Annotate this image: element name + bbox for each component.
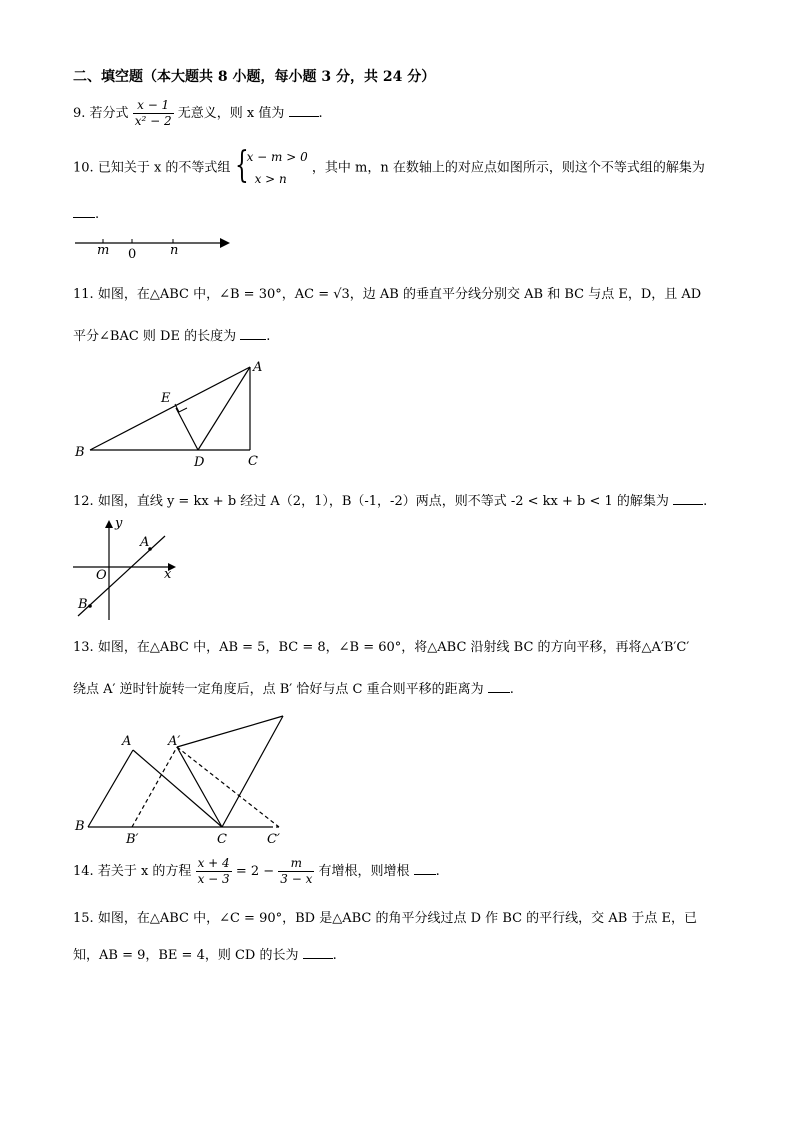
q12-text: 如图，直线 y = kx + b 经过 A（2，1），B（-1，-2）两点，则不等式 -2 < kx + b < 1 的解集为 [97, 494, 669, 509]
q10-brace-icon: { [234, 145, 249, 186]
q10-inequality-system [235, 146, 308, 190]
q11-segment-de [176, 408, 198, 450]
q14-number: 14. [73, 864, 94, 879]
question-13-line2 [73, 678, 514, 697]
q11-label-e: E [161, 391, 171, 406]
q10-label-n: n [170, 243, 179, 258]
q11-text-line1: 如图，在△ABC 中，∠B = 30°，AC = √3，边 AB 的垂直平分线分别交 AB 和 BC 与点 E，D，且 AD [97, 287, 702, 302]
question-15-line2 [73, 944, 337, 963]
q11-answer-blank[interactable] [240, 327, 266, 340]
q14-fraction-1-numerator: x + 4 [197, 856, 230, 870]
q12-label-x: x [164, 567, 172, 582]
q10-axis-arrow-icon [220, 238, 230, 248]
q10-number-line-figure [70, 232, 240, 262]
q14-text-pre: 若关于 x 的方程 [97, 864, 192, 879]
q10-inequality-1: x − m > 0 [246, 150, 308, 164]
q10-number: 10. [73, 160, 94, 176]
question-13 [73, 636, 689, 655]
question-9 [73, 98, 323, 129]
q13-rotated-side-2 [222, 716, 283, 827]
q12-label-y: y [115, 516, 123, 531]
q14-fraction-2 [278, 856, 314, 887]
section-title: 二、填空题（本大题共 8 小题，每小题 3 分，共 24 分） [73, 69, 436, 85]
q14-text-mid: = 2 − [235, 864, 275, 879]
q12-label-o: O [96, 568, 107, 583]
q15-answer-blank[interactable] [303, 946, 333, 959]
q12-y-axis-arrow-icon [105, 520, 113, 528]
q12-line-y-kx-b [78, 536, 165, 616]
q10-text-pre: 已知关于 x 的不等式组 [97, 160, 231, 176]
q14-fraction-1 [196, 856, 232, 887]
q9-answer-blank[interactable] [289, 104, 319, 117]
q13-text-line1: 如图，在△ABC 中，AB = 5，BC = 8，∠B = 60°，将△ABC 沿射线 BC 的方向平移，再将△A′B′C′ [97, 640, 690, 655]
q13-label-c-prime: C′ [267, 832, 280, 847]
q11-segment-ad [198, 367, 250, 450]
q12-graph-figure [68, 514, 180, 624]
q15-text-line1: 如图，在△ABC 中，∠C = 90°，BD 是△ABC 的角平分线过点 D 作 BC 的平行线，交 AB 于点 E，已 [97, 911, 698, 926]
q13-label-b: B [75, 819, 85, 834]
q14-fraction-2-numerator: m [278, 856, 314, 872]
q13-label-c: C [217, 832, 227, 847]
q11-end: . [266, 329, 271, 344]
question-11 [73, 283, 701, 302]
q9-fraction-numerator: x − 1 [133, 98, 174, 114]
question-15 [73, 907, 697, 926]
question-11-line2 [73, 325, 270, 344]
q13-rotated-side-1 [177, 716, 283, 747]
q13-text-line2: 绕点 A′ 逆时针旋转一定角度后，点 B′ 恰好与点 C 重合则平移的距离为 [73, 682, 484, 697]
q9-text-pre: 若分式 [89, 106, 129, 121]
q9-number: 9. [73, 106, 86, 121]
q13-answer-blank[interactable] [488, 680, 510, 693]
q12-label-b: B [78, 597, 88, 612]
q13-triangles-figure [70, 710, 295, 850]
q10-answer-blank[interactable] [73, 205, 95, 218]
q10-inequality-2: x > n [254, 172, 287, 186]
q10-answer-line [73, 205, 99, 222]
q11-label-b: B [75, 445, 85, 460]
question-12 [73, 490, 707, 509]
q9-fraction [133, 98, 174, 129]
q10-text-post: ，其中 m，n 在数轴上的对应点如图所示，则这个不等式组的解集为 [311, 160, 705, 176]
q11-label-d: D [194, 455, 205, 470]
q11-side-ab [90, 367, 250, 450]
q15-number: 15. [73, 911, 94, 926]
q13-segment-a-prime-c [177, 747, 222, 827]
q13-label-a: A [122, 734, 132, 749]
q12-label-a: A [140, 535, 150, 550]
q11-label-a: A [253, 360, 263, 375]
q9-end: . [318, 106, 323, 121]
q14-end: . [435, 864, 440, 879]
q13-side-a-prime-b-prime [132, 747, 177, 827]
q9-text-post: 无意义，则 x 值为 [177, 106, 285, 121]
q9-fraction-denominator: x² − 2 [134, 114, 172, 128]
q13-number: 13. [73, 640, 94, 655]
q11-triangle-figure [70, 357, 270, 472]
q14-text-post: 有增根，则增根 [318, 864, 410, 879]
question-10 [73, 146, 705, 190]
q13-end: . [509, 682, 514, 697]
q13-label-b-prime: B′ [126, 832, 139, 847]
question-14 [73, 856, 440, 887]
q15-text-line2: 知，AB = 9，BE = 4，则 CD 的长为 [73, 948, 299, 963]
q14-fraction-1-denominator: x − 3 [197, 872, 230, 886]
q10-label-m: m [97, 243, 110, 258]
q13-side-ab [88, 750, 133, 827]
q14-answer-blank[interactable] [414, 862, 436, 875]
q12-number: 12. [73, 494, 94, 509]
q11-label-c: C [248, 454, 258, 469]
q12-point-b [88, 604, 92, 608]
q10-end: . [95, 207, 100, 222]
q12-end: . [703, 494, 708, 509]
q13-side-ac [133, 750, 222, 827]
q11-text-line2: 平分∠BAC 则 DE 的长度为 [73, 329, 237, 344]
q12-answer-blank[interactable] [673, 492, 703, 505]
q11-number: 11. [73, 287, 94, 302]
q10-label-0: 0 [128, 247, 137, 262]
q14-fraction-2-denominator: 3 − x [280, 872, 313, 886]
q13-label-a-prime: A′ [168, 734, 181, 749]
q15-end: . [332, 948, 337, 963]
